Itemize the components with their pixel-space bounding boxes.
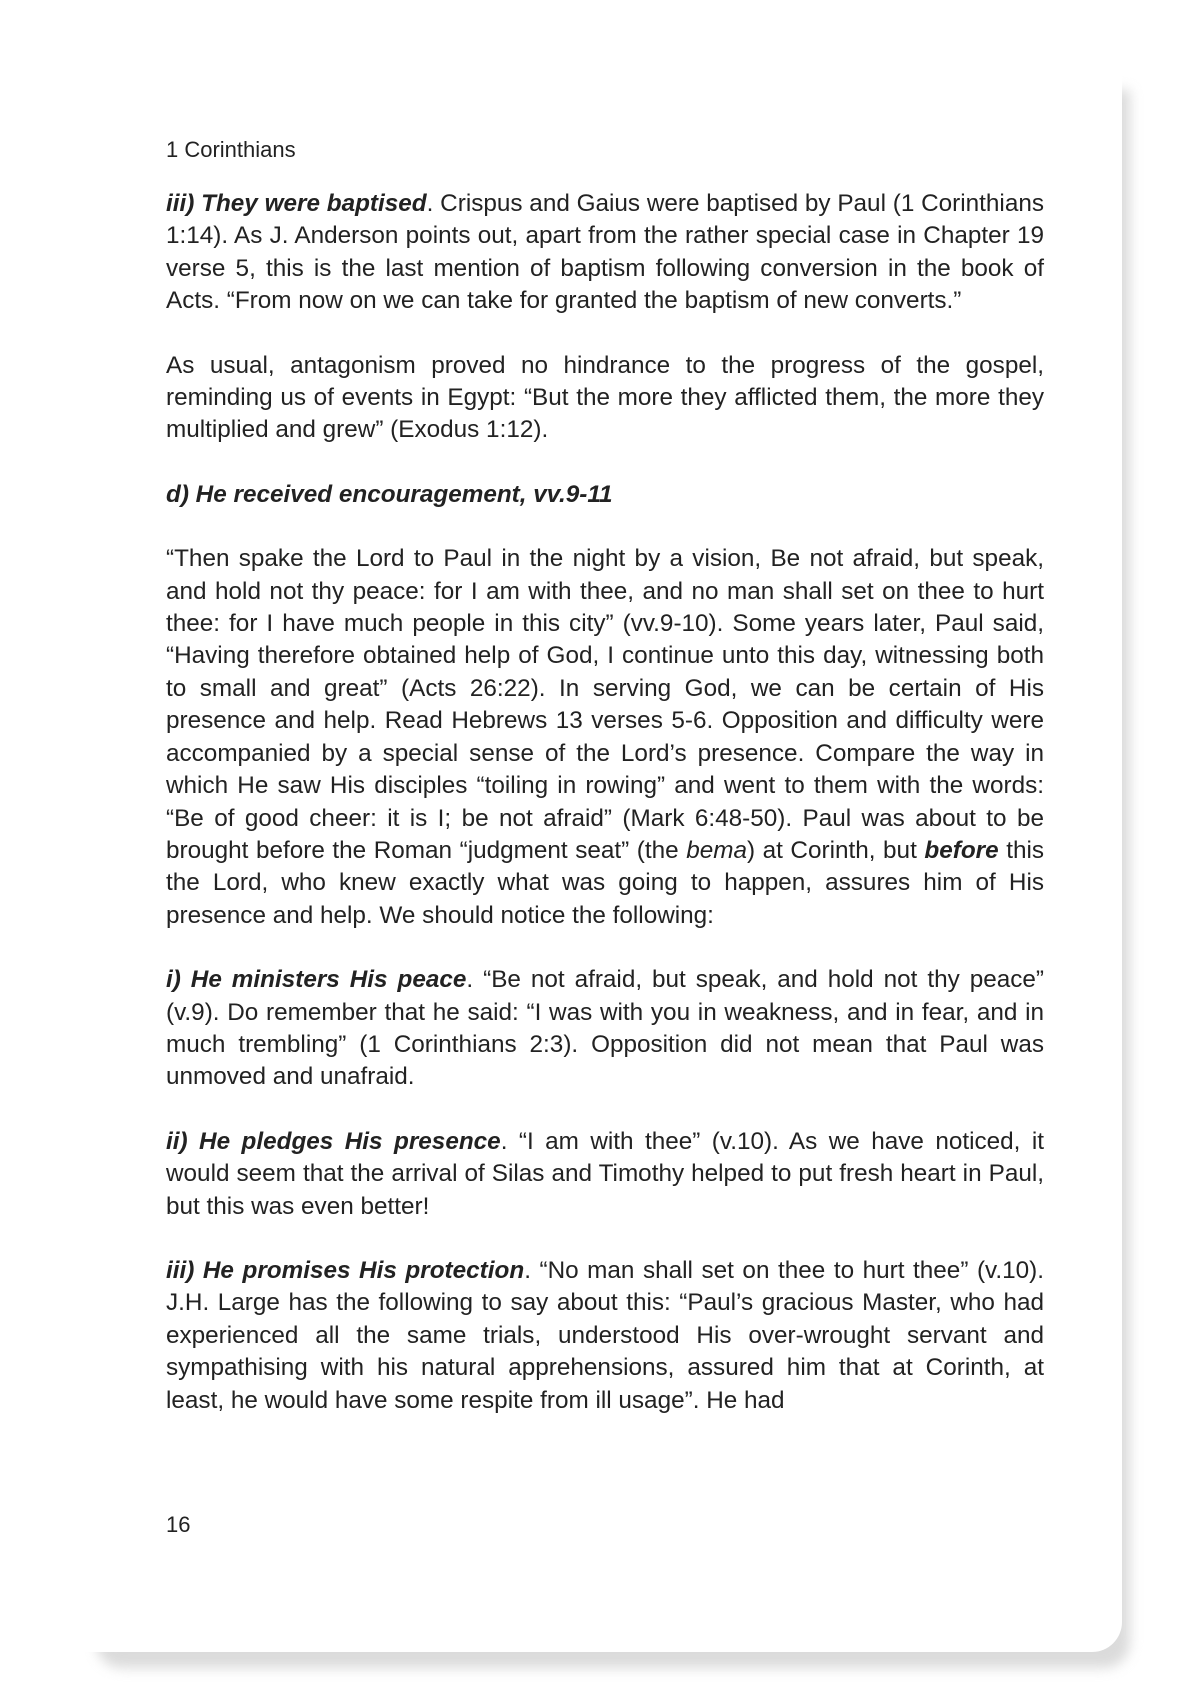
italic-term: bema xyxy=(686,836,747,864)
paragraph-text: . “No man shall set on thee to hurt thee” (v.10). J.H. Large has the following to say about this: “Paul’s gracious Master, who had experienced all the same trials, understood His over-wrought servant and sympathising with his natural apprehensions, assured him that at Corinth, at least, he would have some respite from ill usage”. He had xyxy=(166,1256,1044,1414)
paragraph-peace xyxy=(166,964,1044,1094)
paragraph-antagonism: As usual, antagonism proved no hindrance to the progress of the gospel, reminding us of events in Egypt: “But the more they afflicted them, the more they multiplied and grew” (Exodus 1:12). xyxy=(166,351,1044,444)
section-heading: d) He received encouragement, vv.9-11 xyxy=(166,480,613,508)
paragraph-text: . Crispus and Gaius were baptised by Paul (1 Corinthians 1:14). As J. Anderson points out, apart from the rather special case in Chapter 19 verse 5, this is the last mention of baptism following conversion in the book of Acts. “From now on we can take for granted the baptism of new converts.” xyxy=(166,190,1045,315)
emphasis-word: before xyxy=(924,836,999,864)
paragraph-presence xyxy=(166,1126,1044,1223)
paragraph-text: ) at Corinth, but xyxy=(746,836,925,864)
page-number: 16 xyxy=(166,1512,191,1537)
running-head: 1 Corinthians xyxy=(166,137,296,162)
page-content xyxy=(166,136,1044,1449)
paragraph-text: . “I am with thee” (v.10). As we have noticed, it would seem that the arrival of Silas and Timothy helped to put fresh heart in Paul, but this was even better! xyxy=(166,1127,1044,1220)
paragraph-vision xyxy=(166,543,1044,932)
paragraph-text: “Then spake the Lord to Paul in the night by a vision, Be not afraid, but speak, and hold not thy peace: for I am with thee, and no man shall set on thee to hurt thee: for I have much people in this city” (vv.9-10). Some years later, Paul said, “Having therefore obtained help of God, I continue unto this day, witnessing both to small and great” (Acts 26:22). In serving God, we can be certain of His presence and help. Read Hebrews 13 verses 5-6. Opposition and difficulty were accompanied by a special sense of the Lord’s presence. Compare the way in which He saw His disciples “toiling in rowing” and went to them with the words: “Be of good cheer: it is I; be not afraid” (Mark 6:48-50). Paul was about to be brought before the Roman “judgment seat” (the xyxy=(166,545,1044,864)
paragraph-lead: i) He ministers His peace xyxy=(166,966,467,994)
paragraph-protection xyxy=(166,1255,1044,1417)
paragraph-text: . “Be not afraid, but speak, and hold not thy peace” (v.9). Do remember that he said: “I was with you in weakness, and in fear, and in much trembling” (1 Corinthians 2:3). Opposition did not mean that Paul was unmoved and unafraid. xyxy=(166,966,1044,1091)
paragraph-baptised xyxy=(166,188,1044,318)
paragraph-text: this the Lord, who knew exactly what was going to happen, assures him of His presence and help. We should notice the following: xyxy=(166,836,1045,929)
paragraph-lead: iii) They were baptised xyxy=(166,190,427,217)
paragraph-lead: ii) He pledges His presence xyxy=(166,1127,501,1155)
paragraph-lead: iii) He promises His protection xyxy=(166,1256,525,1284)
